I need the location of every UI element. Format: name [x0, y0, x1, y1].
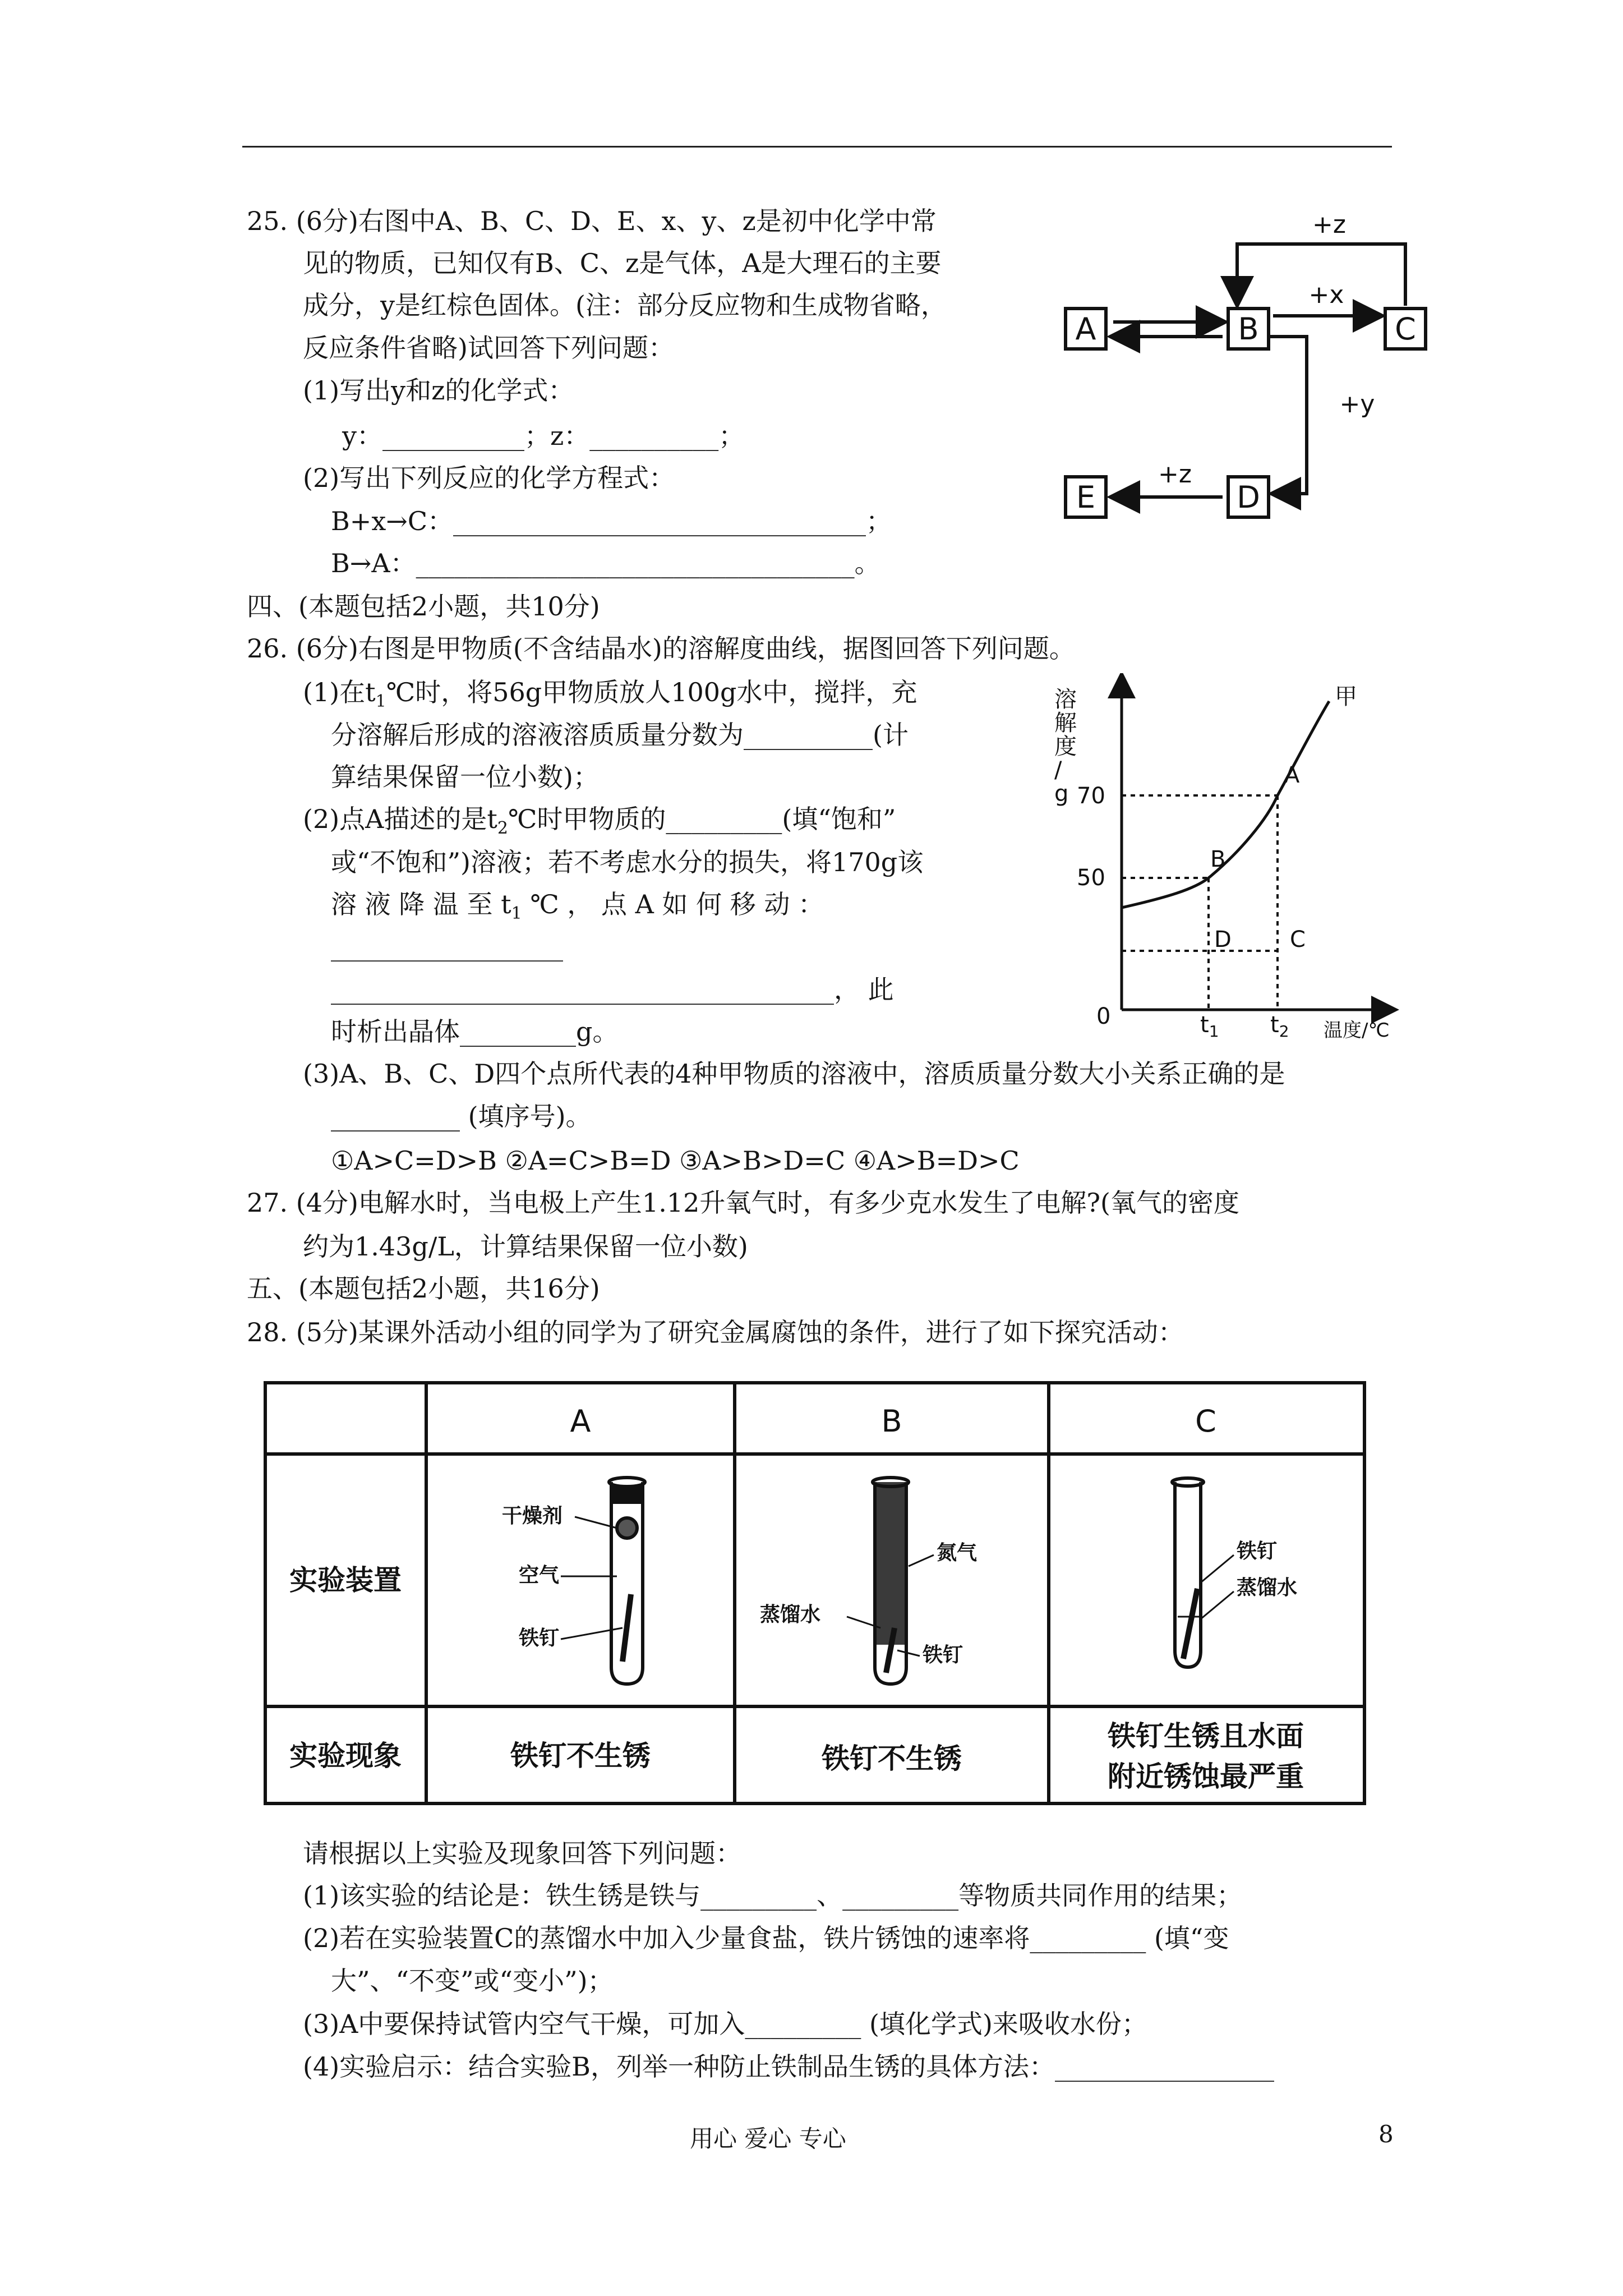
q26-p1c: 算结果保留一位小数)； — [331, 762, 599, 792]
col-c-header: C — [1195, 1404, 1216, 1439]
point-c-label: C — [1290, 927, 1306, 953]
q28-s2b: 大”、“不变”或“变小”)； — [331, 1966, 614, 1996]
footer-text: 用心 爱心 专心 — [690, 2125, 846, 2152]
q26-p2f: 时析出晶体_________g。 — [331, 1016, 619, 1047]
solubility-curve — [1122, 701, 1329, 908]
node-d: D — [1237, 480, 1260, 515]
q28-s4: (4)实验启示：结合实验B，列举一种防止铁制品生锈的具体方法：_________________ — [303, 2051, 1274, 2082]
node-b: B — [1238, 311, 1259, 347]
q26-p1b: 分溶解后形成的溶液溶质质量分数为__________(计 — [331, 720, 909, 750]
label-plus-y: +y — [1339, 390, 1375, 418]
node-c: C — [1395, 311, 1416, 347]
point-a-label: A — [1284, 762, 1300, 788]
node-e: E — [1076, 480, 1096, 515]
q28-s3: (3)A中要保持试管内空气干燥，可加入_________ (填化学式)来吸收水份； — [303, 2009, 1147, 2039]
y-axis-label-4: / — [1054, 757, 1062, 783]
tube-b-label-nail: 铁钉 — [923, 1644, 963, 1667]
header-rule — [242, 146, 1392, 148]
reaction-diagram — [1043, 202, 1453, 567]
obs-c-line2: 附近锈蚀最严重 — [1108, 1760, 1304, 1793]
page-number: 8 — [1378, 2120, 1394, 2148]
label-plus-z-top: +z — [1312, 210, 1346, 239]
q28-s1: (1)该实验的结论是：铁生锈是铁与_________、_________等物质共同作用的结果； — [303, 1880, 1243, 1911]
q28-line1: 28. (5分)某课外活动小组的同学为了研究金属腐蚀的条件，进行了如下探究活动： — [247, 1317, 1184, 1347]
ytick-70: 70 — [1077, 783, 1105, 809]
q26-p2a: (2)点A描述的是$t_2℃$时甲物质的_________(填“饱和” — [303, 804, 896, 839]
point-d-label: D — [1214, 927, 1232, 953]
y-axis-label-3: 度 — [1054, 734, 1077, 760]
point-b-label: B — [1210, 846, 1226, 872]
col-a-header: A — [570, 1404, 591, 1439]
row-apparatus-label: 实验装置 — [289, 1564, 402, 1596]
q27-line2: 约为1.43g/L，计算结果保留一位小数) — [303, 1231, 748, 1262]
tube-a — [609, 1478, 645, 1684]
obs-b: 铁钉不生锈 — [822, 1742, 962, 1775]
section5-heading: 五、(本题包括2小题，共16分) — [247, 1273, 600, 1304]
x-axis-label: 温度/℃ — [1324, 1019, 1390, 1042]
tube-c-label-water: 蒸馏水 — [1237, 1576, 1298, 1599]
q25-eq2: B→A：__________________________________。 — [331, 548, 880, 578]
experiment-table — [264, 1381, 1366, 1805]
xtick-t2: $t_2$ — [1270, 1012, 1289, 1041]
tube-b-label-nitrogen: 氮气 — [937, 1542, 978, 1565]
q26-line1: 26. (6分)右图是甲物质(不含结晶水)的溶解度曲线，据图回答下列问题。 — [247, 633, 1075, 664]
origin-label: 0 — [1096, 1004, 1111, 1029]
tube-a-label-air: 空气 — [519, 1564, 560, 1587]
tube-b — [873, 1478, 909, 1684]
node-a: A — [1075, 311, 1096, 347]
xtick-t1: $t_1$ — [1200, 1012, 1219, 1041]
q25-line4: 反应条件省略)试回答下列问题： — [303, 333, 674, 363]
q28-intro: 请根据以上实验及现象回答下列问题： — [303, 1838, 741, 1869]
q26-p1a: (1)在$t_1℃$时，将56g甲物质放人100g水中，搅拌，充 — [303, 677, 917, 712]
tube-a-label-desiccant: 干燥剂 — [502, 1504, 563, 1527]
label-plus-x: +x — [1308, 280, 1344, 309]
q26-p3b: __________ (填序号)。 — [331, 1101, 592, 1131]
obs-c-line1: 铁钉生锈且水面 — [1108, 1720, 1304, 1752]
y-axis-label-5: g — [1054, 781, 1069, 807]
tube-b-label-water: 蒸馏水 — [760, 1603, 821, 1626]
label-plus-z-bottom: +z — [1158, 460, 1192, 489]
solubility-chart — [1043, 673, 1413, 1043]
q28-s2a: (2)若在实验装置C的蒸馏水中加入少量食盐，铁片锈蚀的速率将_________ (填“变 — [303, 1923, 1229, 1953]
q25-eq1: B+x→C：________________________________； — [331, 506, 892, 536]
q25-line2: 见的物质，已知仅有B、C、z是气体，A是大理石的主要 — [303, 248, 942, 278]
tube-c — [1172, 1478, 1204, 1667]
q26-p3c: ①A>C=D>B ②A=C>B=D ③A>B>D=C ④A>B=D>C — [331, 1145, 1020, 1176]
q27-line1: 27. (4分)电解水时，当电极上产生1.12升氧气时，有多少克水发生了电解?(氧气的密度 — [247, 1188, 1239, 1218]
tube-c-label-nail: 铁钉 — [1237, 1540, 1278, 1563]
ytick-50: 50 — [1077, 865, 1105, 891]
q25-sub1-blank: y：___________；z：__________； — [342, 421, 745, 451]
y-axis-label-1: 溶 — [1054, 687, 1077, 712]
q26-p2d: __________________ — [331, 931, 563, 961]
curve-label: 甲 — [1335, 684, 1357, 710]
q26-p2e: _______________________________________， 此 — [331, 974, 894, 1005]
q26-p2b: 或“不饱和”)溶液；若不考虑水分的损失，将170g该 — [331, 847, 924, 877]
section4-heading: 四、(本题包括2小题，共10分) — [247, 591, 600, 622]
q25-line3: 成分，y是红棕色固体。(注：部分反应物和生成物省略， — [303, 290, 947, 320]
q25-sub2: (2)写出下列反应的化学方程式： — [303, 463, 675, 493]
obs-a: 铁钉不生锈 — [510, 1740, 651, 1772]
q25-line1: 25. (6分)右图中A、B、C、D、E、x、y、z是初中化学中常 — [247, 206, 937, 236]
q26-p3a: (3)A、B、C、D四个点所代表的4种甲物质的溶液中，溶质质量分数大小关系正确的是 — [303, 1059, 1285, 1089]
tube-a-label-nail: 铁钉 — [519, 1627, 560, 1650]
col-b-header: B — [881, 1404, 902, 1439]
row-observation-label: 实验现象 — [289, 1740, 402, 1772]
q26-p2c: 溶 液 降 温 至 $t_1$ ℃ ， 点 A 如 何 移 动 ： — [331, 889, 824, 924]
y-axis-label-2: 解 — [1054, 710, 1077, 736]
q25-sub1: (1)写出y和z的化学式： — [303, 375, 574, 406]
